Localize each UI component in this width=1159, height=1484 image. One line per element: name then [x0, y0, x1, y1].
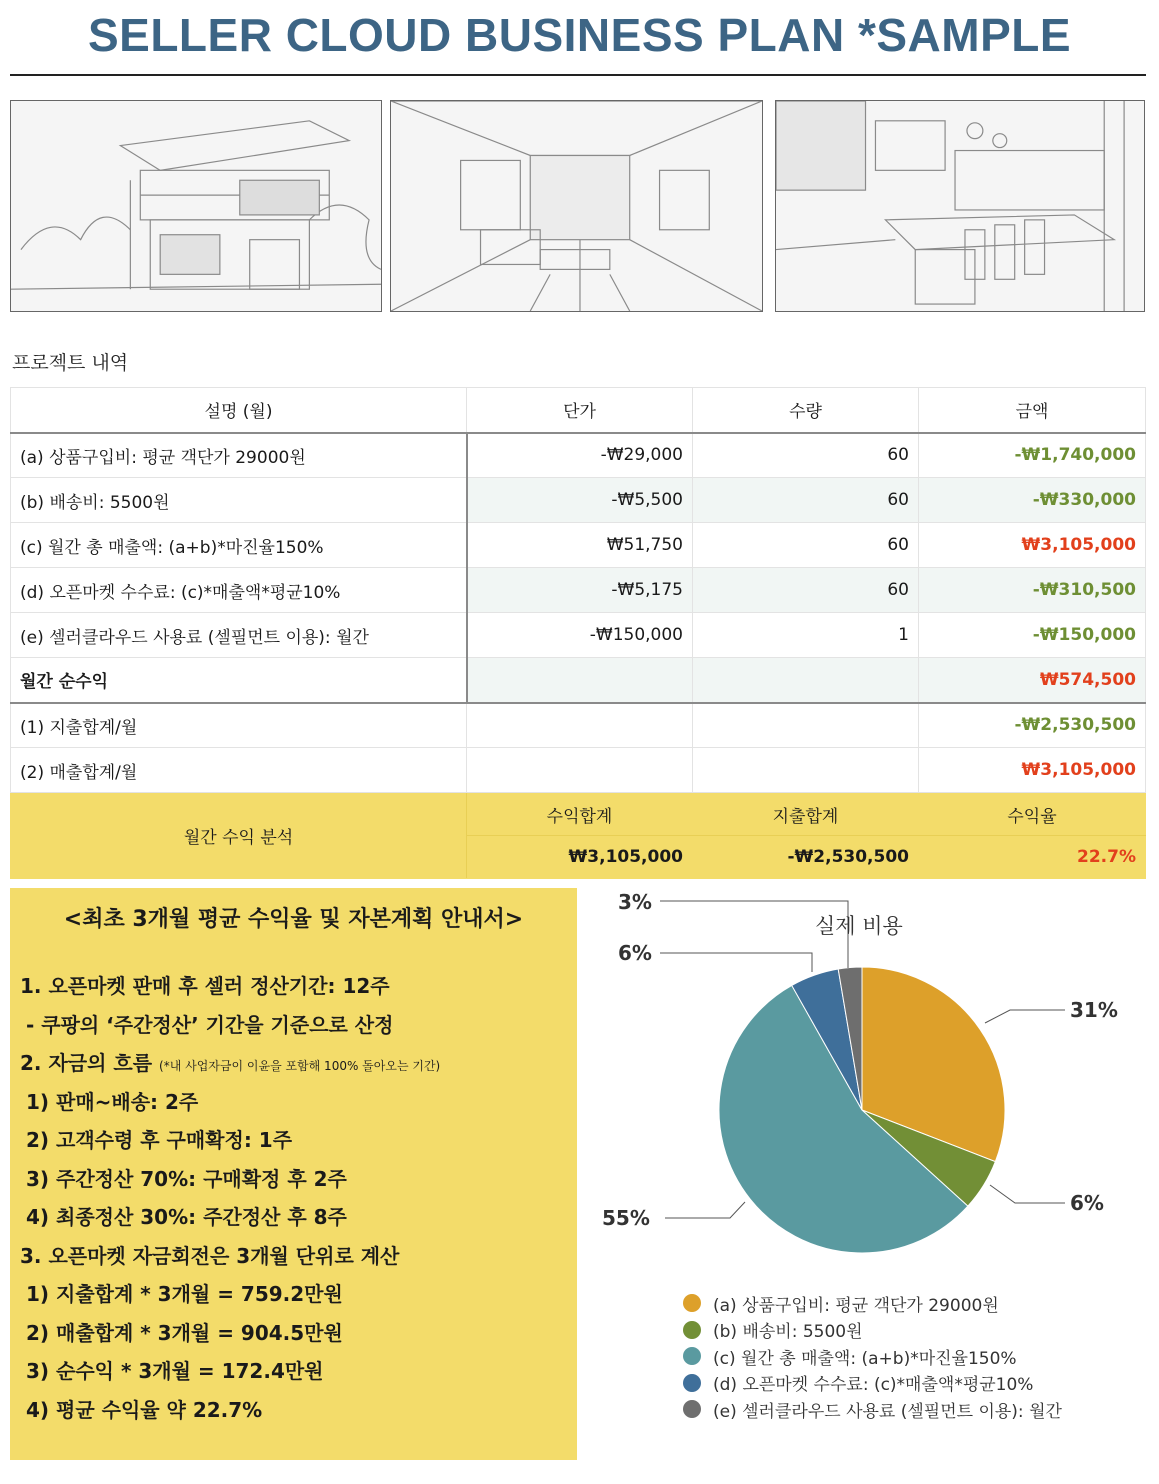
- empty-cell: [693, 658, 919, 703]
- row-unit-price: ₩51,750: [467, 523, 693, 568]
- analysis-revenue-value: ₩3,105,000: [467, 836, 693, 879]
- legend-swatch: [683, 1374, 701, 1392]
- row-unit-price: -₩150,000: [467, 613, 693, 658]
- living-room-sketch: [390, 100, 763, 312]
- pie-svg: [590, 880, 1150, 1280]
- row-description: (c) 월간 총 매출액: (a+b)*마진율150%: [11, 523, 467, 568]
- guide-line-text: 2. 자금의 흐름: [20, 1051, 153, 1075]
- kitchen-sketch: [775, 100, 1145, 312]
- guide-line: 1) 지출합계 * 3개월 = 759.2만원: [26, 1282, 343, 1306]
- leader-line-b: [990, 1185, 1065, 1203]
- total-expense-amount: -₩2,530,500: [919, 703, 1146, 748]
- pct-label-d: 6%: [618, 941, 652, 965]
- legend-label: (d) 오픈마켓 수수료: (c)*매출액*평균10%: [713, 1375, 1034, 1396]
- pie-title: 실제 비용: [815, 914, 903, 938]
- guide-line: - 쿠팡의 ‘주간정산’ 기간을 기준으로 산정: [26, 1012, 394, 1037]
- guide-line: 3) 순수익 * 3개월 = 172.4만원: [26, 1359, 324, 1383]
- analysis-header-rate: 수익율: [919, 793, 1146, 836]
- table-header-row: [11, 388, 1146, 433]
- legend-label: (e) 셀러클라우드 사용료 (셀필먼트 이용): 월간: [713, 1401, 1062, 1422]
- house-exterior-sketch: [10, 100, 382, 312]
- page-title: SELLER CLOUD BUSINESS PLAN *SAMPLE: [87, 9, 1072, 61]
- empty-cell: [693, 748, 919, 793]
- row-amount: -₩310,500: [919, 568, 1146, 613]
- row-quantity: 60: [693, 568, 919, 613]
- row-quantity: 60: [693, 433, 919, 478]
- total-expense-label: (1) 지출합계/월: [11, 703, 467, 748]
- legend-item: [683, 1317, 1062, 1344]
- guide-line: 3) 주간정산 70%: 구매확정 후 2주: [26, 1166, 347, 1191]
- legend-item: [683, 1396, 1062, 1423]
- leader-line-a: [985, 1010, 1065, 1023]
- guide-line: 4) 평균 수익율 약 22.7%: [26, 1397, 263, 1422]
- analysis-header-revenue: 수익합계: [467, 793, 693, 836]
- title-divider: [10, 74, 1146, 76]
- row-quantity: 60: [693, 478, 919, 523]
- row-description: (e) 셀러클라우드 사용료 (셀필먼트 이용): 월간: [11, 613, 467, 658]
- table-row: [11, 568, 1146, 613]
- row-description: (a) 상품구입비: 평균 객단가 29000원: [11, 433, 467, 478]
- project-table: [10, 387, 1146, 879]
- capital-plan-guide: [10, 888, 577, 1460]
- pct-label-e: 3%: [618, 890, 652, 914]
- row-amount: -₩330,000: [919, 478, 1146, 523]
- total-revenue-label: (2) 매출합계/월: [11, 748, 467, 793]
- row-amount: -₩1,740,000: [919, 433, 1146, 478]
- guide-title: <최초 3개월 평균 수익율 및 자본계획 안내서>: [63, 907, 524, 932]
- legend-swatch: [683, 1347, 701, 1365]
- empty-cell: [467, 658, 693, 703]
- pie-legend: [683, 1290, 1062, 1423]
- empty-cell: [693, 703, 919, 748]
- header-quantity: 수량: [693, 388, 919, 433]
- guide-line: 1. 오픈마켓 판매 후 셀러 정산기간: 12주: [20, 974, 390, 998]
- guide-line: 1) 판매~배송: 2주: [26, 1089, 199, 1114]
- net-profit-row: [11, 658, 1146, 703]
- header-description: 설명 (월): [11, 388, 467, 433]
- guide-line: 2) 고객수령 후 구매확정: 1주: [26, 1128, 293, 1152]
- row-amount: ₩3,105,000: [919, 523, 1146, 568]
- table-row: [11, 523, 1146, 568]
- pct-label-b: 6%: [1070, 1191, 1104, 1215]
- legend-swatch: [683, 1321, 701, 1339]
- row-description: (d) 오픈마켓 수수료: (c)*매출액*평균10%: [11, 568, 467, 613]
- net-profit-amount: ₩574,500: [919, 658, 1146, 703]
- legend-swatch: [683, 1400, 701, 1418]
- table-row: [11, 433, 1146, 478]
- table-row: [11, 613, 1146, 658]
- analysis-rate-value: 22.7%: [919, 836, 1146, 879]
- analysis-label: 월간 수익 분석: [11, 793, 467, 879]
- legend-swatch: [683, 1294, 701, 1312]
- legend-label: (c) 월간 총 매출액: (a+b)*마진율150%: [713, 1348, 1017, 1369]
- total-expense-row: [11, 703, 1146, 748]
- total-revenue-row: [11, 748, 1146, 793]
- total-revenue-amount: ₩3,105,000: [919, 748, 1146, 793]
- guide-line: 2) 매출합계 * 3개월 = 904.5만원: [26, 1320, 343, 1345]
- section-label-project: 프로젝트 내역: [12, 352, 129, 374]
- legend-label: (a) 상품구입비: 평균 객단가 29000원: [713, 1295, 999, 1316]
- row-unit-price: -₩5,175: [467, 568, 693, 613]
- analysis-header-expense: 지출합계: [693, 793, 919, 836]
- legend-label: (b) 배송비: 5500원: [713, 1322, 863, 1343]
- row-unit-price: -₩5,500: [467, 478, 693, 523]
- header-unit-price: 단가: [467, 388, 693, 433]
- empty-cell: [467, 703, 693, 748]
- guide-line: 3. 오픈마켓 자금회전은 3개월 단위로 계산: [20, 1243, 400, 1268]
- legend-item: [683, 1370, 1062, 1397]
- row-amount: -₩150,000: [919, 613, 1146, 658]
- analysis-expense-value: -₩2,530,500: [693, 836, 919, 879]
- header-amount: 금액: [919, 388, 1146, 433]
- empty-cell: [467, 748, 693, 793]
- table-row: [11, 478, 1146, 523]
- leader-line-d: [660, 953, 812, 972]
- pct-label-c: 55%: [602, 1206, 650, 1230]
- row-quantity: 1: [693, 613, 919, 658]
- legend-item: [683, 1343, 1062, 1370]
- row-quantity: 60: [693, 523, 919, 568]
- analysis-header-row: [11, 793, 1146, 836]
- guide-line: [20, 1044, 567, 1083]
- row-unit-price: -₩29,000: [467, 433, 693, 478]
- row-description: (b) 배송비: 5500원: [11, 478, 467, 523]
- net-profit-label: 월간 순수익: [11, 658, 467, 703]
- guide-line: 4) 최종정산 30%: 주간정산 후 8주: [26, 1205, 347, 1229]
- legend-item: [683, 1290, 1062, 1317]
- guide-note: (*내 사업자금이 이윤을 포함해 100% 돌아오는 기간): [159, 1059, 441, 1073]
- leader-line-c: [665, 1202, 745, 1218]
- pct-label-a: 31%: [1070, 998, 1118, 1022]
